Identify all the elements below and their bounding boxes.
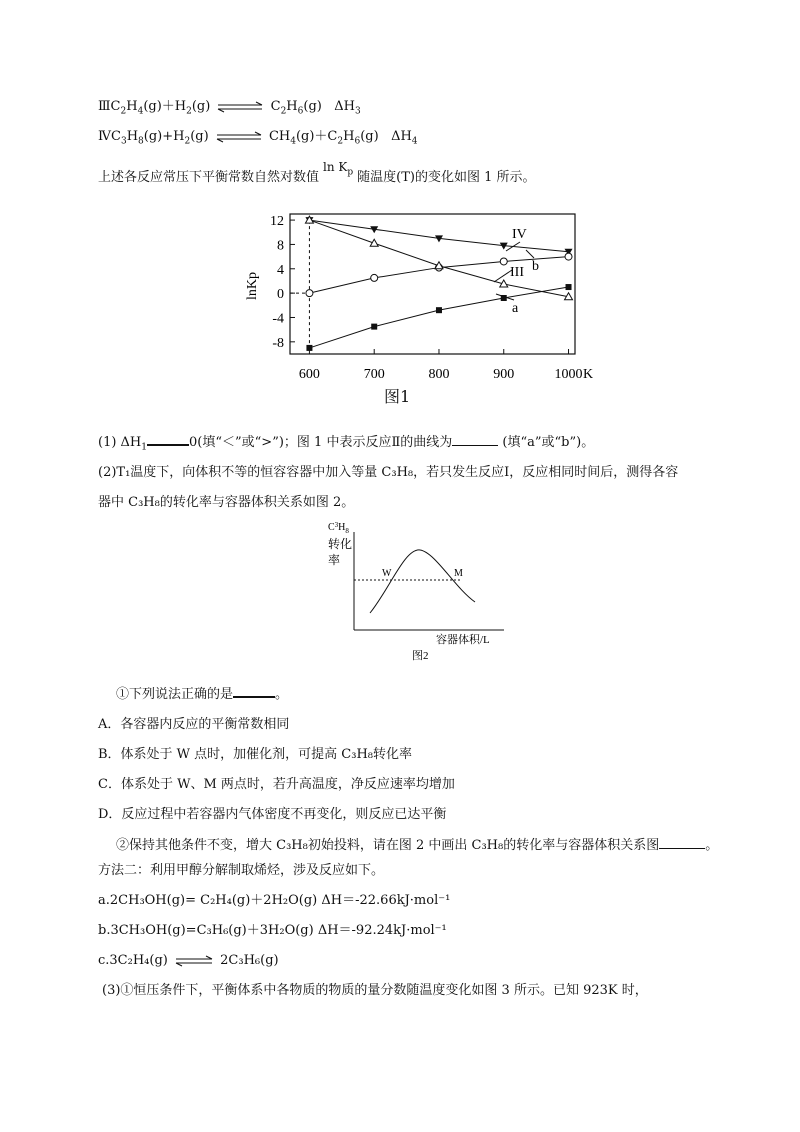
answer-blank[interactable] <box>452 433 498 446</box>
question-2-line2: 器中 C₃H₈的转化率与容器体积关系如图 2。 <box>98 495 355 510</box>
figure-1-chart <box>230 200 594 420</box>
point-a <box>566 284 572 290</box>
reaction-b: b.3CH₃OH(g)=C₃H₆(g)＋3H₂O(g) ΔH＝-92.24kJ·mol⁻¹ <box>98 923 447 938</box>
point-a <box>306 345 312 351</box>
point-b <box>371 274 378 281</box>
fig2-xlabel: 容器体积/L <box>436 634 490 646</box>
fig1-ytick-label: 4 <box>277 262 284 278</box>
option-c: C．体系处于 W、M 两点时，若升高温度，净反应速率均增加 <box>98 777 455 792</box>
fig1-xlabel: K <box>583 367 594 382</box>
point-b <box>500 258 507 265</box>
fig2-ylabel-3: 率 <box>328 553 341 567</box>
fig1-frame <box>290 214 575 354</box>
fig1-ylabel: lnKp <box>245 272 260 300</box>
fig2-ylabel-1: $C^3H_8$ <box>328 521 349 535</box>
fig1-ytick-label: 8 <box>277 238 284 254</box>
equation-III: $ⅢC_2H_4(g)+H_2(g)$ $C_2H_6(g)$ $\Delta H_3$ <box>98 99 361 117</box>
fig1-ytick-label: -8 <box>272 335 284 351</box>
fig1-xtick-label: 600 <box>298 367 320 382</box>
point-b <box>565 253 572 260</box>
fig1-annotation-label: IV <box>512 227 527 242</box>
point-a <box>436 307 442 313</box>
point-M: M <box>454 568 463 579</box>
intro-text: 上述各反应常压下平衡常数自然对数值$\ln K_p$ 随温度(T)的变化如图 1 所示。 <box>98 160 536 185</box>
question-2-2: ②保持其他条件不变，增大 C₃H₈初始投料，请在图 2 中画出 C₃H₈的转化率与容器体积关系图 。 <box>116 838 719 853</box>
question-3: (3)①恒压条件下，平衡体系中各物质的物质的量分数随温度变化如图 3 所示。已知 923K 时， <box>102 983 648 998</box>
equilibrium-arrow-icon <box>214 101 266 113</box>
question-2-1: ①下列说法正确的是 。 <box>116 684 288 704</box>
fig1-ytick-label: -4 <box>272 311 284 327</box>
reaction-a: a.2CH₃OH(g)= C₂H₄(g)＋2H₂O(g) ΔH＝-22.66kJ·mol⁻¹ <box>98 893 451 908</box>
equation-IV: $ⅣC_3H_8(g)+H_2(g)$ $CH_4(g)+C_2H_6(g)$ $\Delta H_4$ <box>98 129 418 147</box>
equilibrium-arrow-icon <box>172 955 216 967</box>
figure-2-chart <box>320 518 520 668</box>
figure-1-caption: 图1 <box>384 387 411 406</box>
fig2-curve <box>370 550 475 613</box>
option-a: A．各容器内反应的平衡常数相同 <box>98 717 290 732</box>
fig1-ytick-label: 12 <box>270 214 284 230</box>
option-b: B．体系处于 W 点时，加催化剂，可提高 C₃H₈转化率 <box>98 747 413 762</box>
question-2-line1: (2)T₁温度下，向体积不等的恒容容器中加入等量 C₃H₈，若只发生反应Ⅰ，反应相同时间后，测得各容 <box>98 465 679 480</box>
fig1-annotation-label: a <box>512 301 519 316</box>
option-d: D．反应过程中若容器内气体密度不再变化，则反应已达平衡 <box>98 807 447 822</box>
fig1-annotation-leader <box>526 250 534 258</box>
fig1-xtick-label: 800 <box>428 367 450 382</box>
answer-blank[interactable] <box>147 432 189 446</box>
point-b <box>306 290 313 297</box>
fig2-ylabel-2: 转化 <box>328 537 353 551</box>
answer-blank[interactable] <box>233 684 275 698</box>
figure-2-caption: 图2 <box>412 650 429 662</box>
reaction-c: c.3C₂H₄(g) 2C₃H₆(g) <box>98 953 279 968</box>
fig1-xtick-label: 700 <box>363 367 385 382</box>
series-line-a <box>309 287 568 348</box>
fig1-annotation-label: b <box>532 259 539 274</box>
answer-blank[interactable] <box>659 836 705 849</box>
series-line-III <box>309 220 568 297</box>
fig1-ytick-label: 0 <box>277 287 284 303</box>
question-1: (1) $\Delta H_1$ 0(填“＜”或“>”)；图 1 中表示反应Ⅱ的曲线为 (填“a”或“b”)。 <box>98 432 594 452</box>
fig1-xtick-label: 900 <box>493 367 515 382</box>
point-a <box>371 324 377 330</box>
point-W: W <box>382 568 392 579</box>
fig1-annotation-label: III <box>510 265 524 280</box>
equilibrium-arrow-icon <box>213 131 265 143</box>
fig1-xtick-label: 1000 <box>554 367 583 382</box>
method-2: 方法二：利用甲醇分解制取烯烃，涉及反应如下。 <box>98 863 385 878</box>
